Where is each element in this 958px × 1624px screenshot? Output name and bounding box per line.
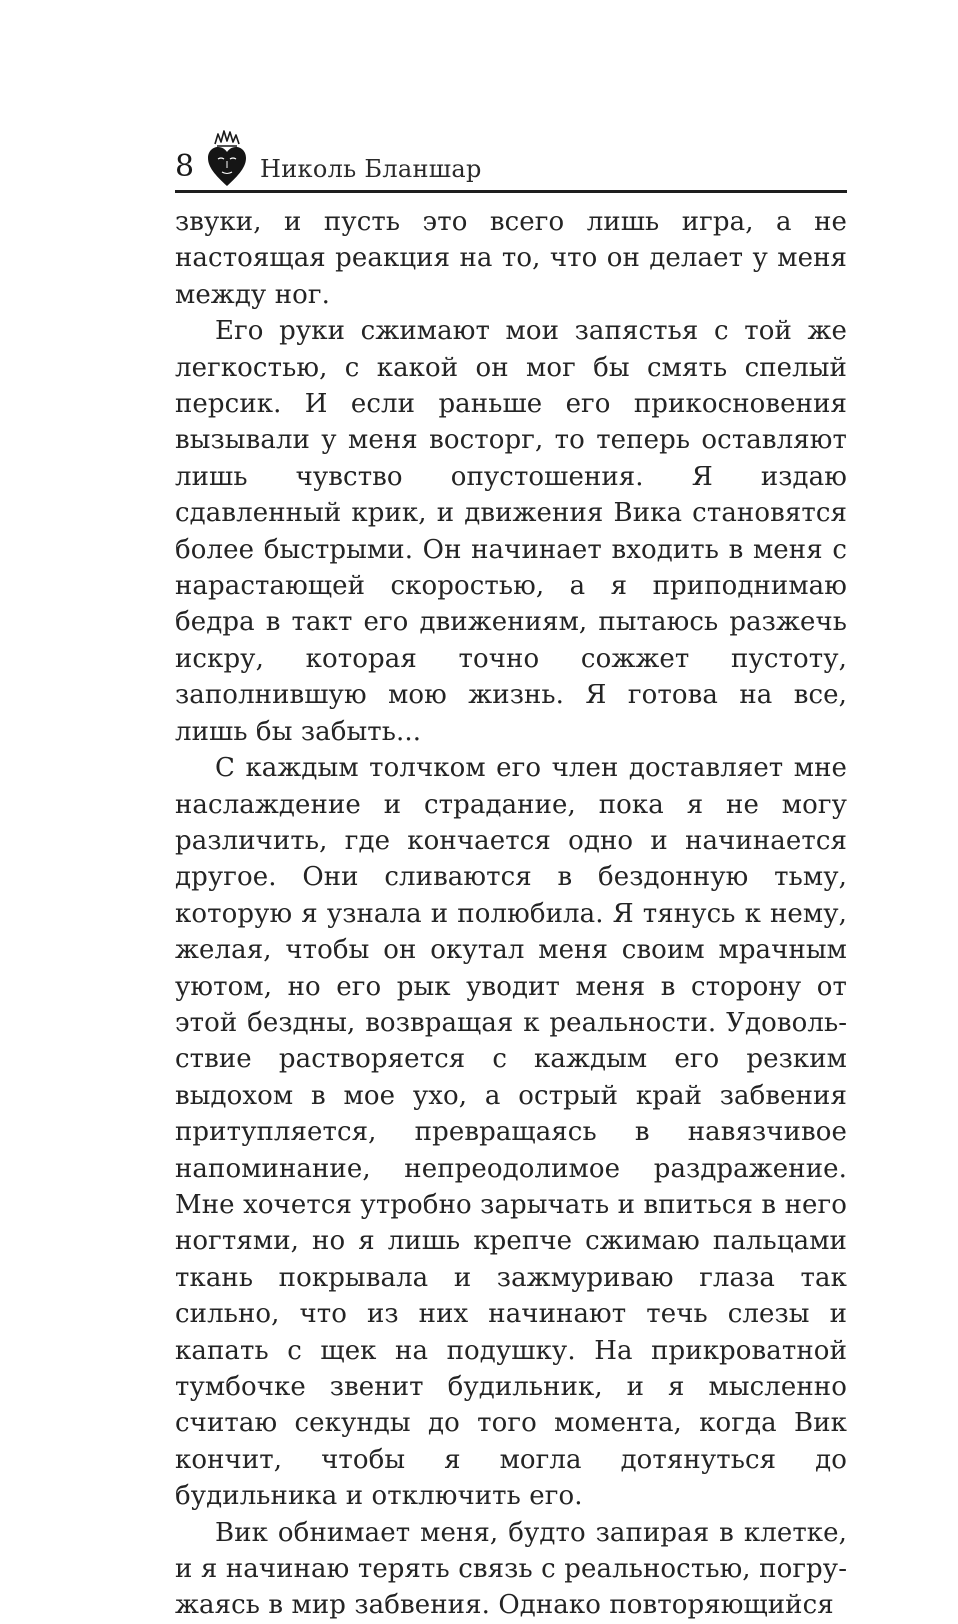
paragraph: звуки, и пусть это всего лишь игра, а не настоящая реакция на то, что он делает у меня между ног. [175, 207, 847, 310]
author-name: Николь Бланшар [260, 155, 482, 183]
paragraph: Вик обнимает меня, будто запирая в клетке, и я начинаю терять связь с реальностью, погружаясь в мир забвения. Однако повторяющийся [175, 1517, 847, 1621]
header-divider [175, 190, 847, 193]
main-text [175, 204, 847, 1624]
paragraph: С каждым толчком его член доставляет мне наслаждение и страдание, пока я не могу различить, где кончается одно и начинается другое. Они сливаются в бездонную тьму, которую я узнала и полюбила. Я тянусь к нему, желая, чтобы он окутал меня своим мрачным уютом, но его рык уводит меня в сторону от этой бездны, возвращая к реальности. Удовольствие растворяется с каждым его резким выдохом в мое ухо, а острый край забвения притупляется, превращаясь в навязчивое напоминание, непреодолимое раздражение. Мне хочется утробно зарычать и впиться в него ногтями, но я лишь крепче сжимаю пальцами ткань покрывала и зажмуриваю глаза так сильно, что из них начинают течь слезы и капать с щек на подушку. На прикроватной тумбочке звенит будильник, и я мысленно считаю секунды до того момента, когда Вик кончит, чтобы я могла дотянуться до будильника и отключить его. [175, 753, 847, 1512]
paragraph: Его руки сжимают мои запястья с той же легкостью, с какой он мог бы смять спелый персик. И если раньше его прикосновения вызывали у меня восторг, то теперь оставляют лишь чувство опустошения. Я издаю сдавленный крик, и движения Вика становятся более быстрыми. Он начинает входить в меня с нарастающей скоростью, а я приподнимаю бедра в такт его движениям, пытаюсь разжечь искру, которая точно сожжет пустоту, заполнившую мою жизнь. Я готова на все, лишь бы забыть... [175, 316, 847, 747]
heart-crown-icon [205, 128, 249, 188]
running-header [175, 128, 847, 192]
page-number: 8 [175, 149, 195, 184]
